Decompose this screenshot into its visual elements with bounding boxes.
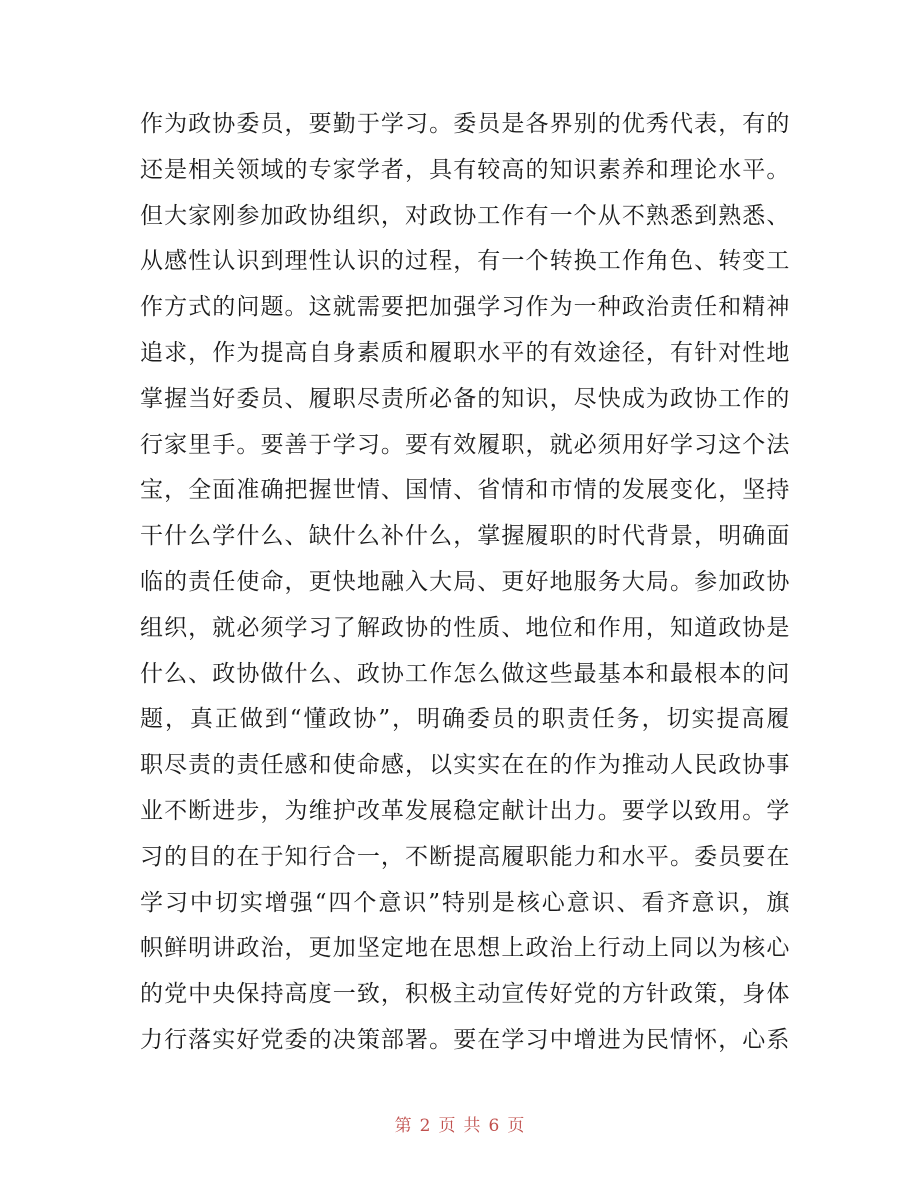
text-line: 从感性认识到理性认识的过程，有一个转换工作角色、转变工 <box>140 248 790 275</box>
text-line: 学习中切实增强“四个意识”特别是核心意识、看齐意识，旗 <box>140 889 790 916</box>
body-paragraph <box>140 102 790 1064</box>
text-line: 业不断进步，为维护改革发展稳定献计出力。要学以致用。学 <box>140 797 790 824</box>
text-line: 帜鲜明讲政治，更加坚定地在思想上政治上行动上同以为核心 <box>140 935 790 962</box>
text-line: 什么、政协做什么、政协工作怎么做这些最基本和最根本的问 <box>140 660 790 687</box>
text-line: 掌握当好委员、履职尽责所必备的知识，尽快成为政协工作的 <box>140 385 790 412</box>
text-line: 宝，全面准确把握世情、国情、省情和市情的发展变化，坚持 <box>140 477 790 504</box>
text-line: 的党中央保持高度一致，积极主动宣传好党的方针政策，身体 <box>140 981 790 1008</box>
text-line: 作方式的问题。这就需要把加强学习作为一种政治责任和精神 <box>140 294 790 321</box>
text-line: 题，真正做到“懂政协”，明确委员的职责任务，切实提高履 <box>140 706 790 733</box>
page-footer <box>0 1111 920 1136</box>
text-line: 但大家刚参加政协组织，对政协工作有一个从不熟悉到熟悉、 <box>140 202 790 229</box>
text-line: 习的目的在于知行合一，不断提高履职能力和水平。委员要在 <box>140 843 790 870</box>
text-line: 还是相关领域的专家学者，具有较高的知识素养和理论水平。 <box>140 156 790 183</box>
footer-prefix: 第 <box>394 1116 413 1136</box>
text-line: 力行落实好党委的决策部署。要在学习中增进为民情怀，心系 <box>140 1026 790 1053</box>
text-line: 作为政协委员，要勤于学习。委员是各界别的优秀代表，有的 <box>140 111 790 137</box>
text-line: 追求，作为提高自身素质和履职水平的有效途径，有针对性地 <box>140 339 790 366</box>
footer-page-unit: 页 <box>438 1116 457 1136</box>
text-line: 职尽责的责任感和使命感，以实实在在的作为推动人民政协事 <box>140 752 790 779</box>
footer-total-word: 共 <box>463 1116 482 1136</box>
text-line: 临的责任使命，更快地融入大局、更好地服务大局。参加政协 <box>140 568 790 595</box>
current-page-number: 2 <box>419 1116 432 1136</box>
text-line: 组织，就必须学习了解政协的性质、地位和作用，知道政协是 <box>140 614 790 641</box>
text-line: 行家里手。要善于学习。要有效履职，就必须用好学习这个法 <box>140 431 790 458</box>
text-line: 干什么学什么、缺什么补什么，掌握履职的时代背景，明确面 <box>140 523 790 550</box>
total-pages-number: 6 <box>488 1116 501 1136</box>
footer-suffix: 页 <box>507 1116 526 1136</box>
